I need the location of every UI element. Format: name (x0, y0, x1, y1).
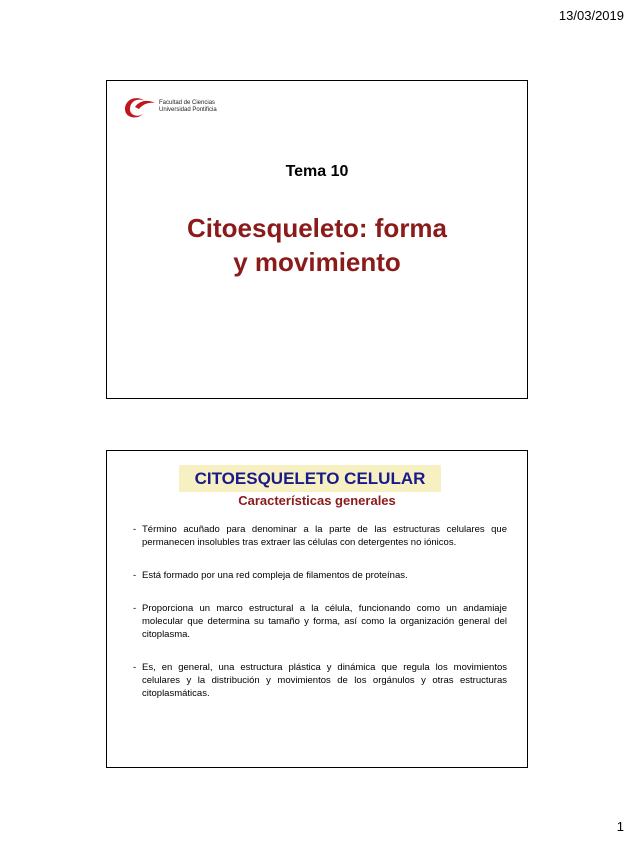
list-item: - Término acuñado para denominar a la parte de las estructuras celulares que permanecen insolubles tras extraer las células con detergentes no iónicos. (133, 524, 507, 548)
slide-title (106, 80, 528, 399)
logo-text: Facultad de Ciencias Universidad Pontificia (159, 100, 217, 113)
section-heading: CITOESQUELETO CELULAR (179, 465, 441, 492)
page-number: 1 (616, 819, 624, 834)
logo-swoosh-icon (121, 91, 157, 121)
page-date: 13/03/2019 (558, 8, 624, 23)
bullet-list (133, 523, 507, 720)
university-logo (121, 91, 231, 123)
list-item: - Proporciona un marco estructural a la célula, funcionando como un andamiaje molecular que determina su tamaño y forma, así como la organización general del citoplasma. (133, 603, 507, 640)
list-item: - Está formado por una red compleja de filamentos de proteínas. (133, 570, 408, 581)
list-item: - Es, en general, una estructura plástica y dinámica que regula los movimientos celulares y la distribución y movimientos de los orgánulos y otras estructuras citoplasmáticas. (133, 662, 507, 699)
slide-title-text: Citoesqueleto: forma y movimiento (186, 213, 448, 277)
section-subheading: Características generales (238, 493, 396, 508)
slide-content (106, 450, 528, 768)
lesson-number: Tema 10 (285, 163, 349, 180)
